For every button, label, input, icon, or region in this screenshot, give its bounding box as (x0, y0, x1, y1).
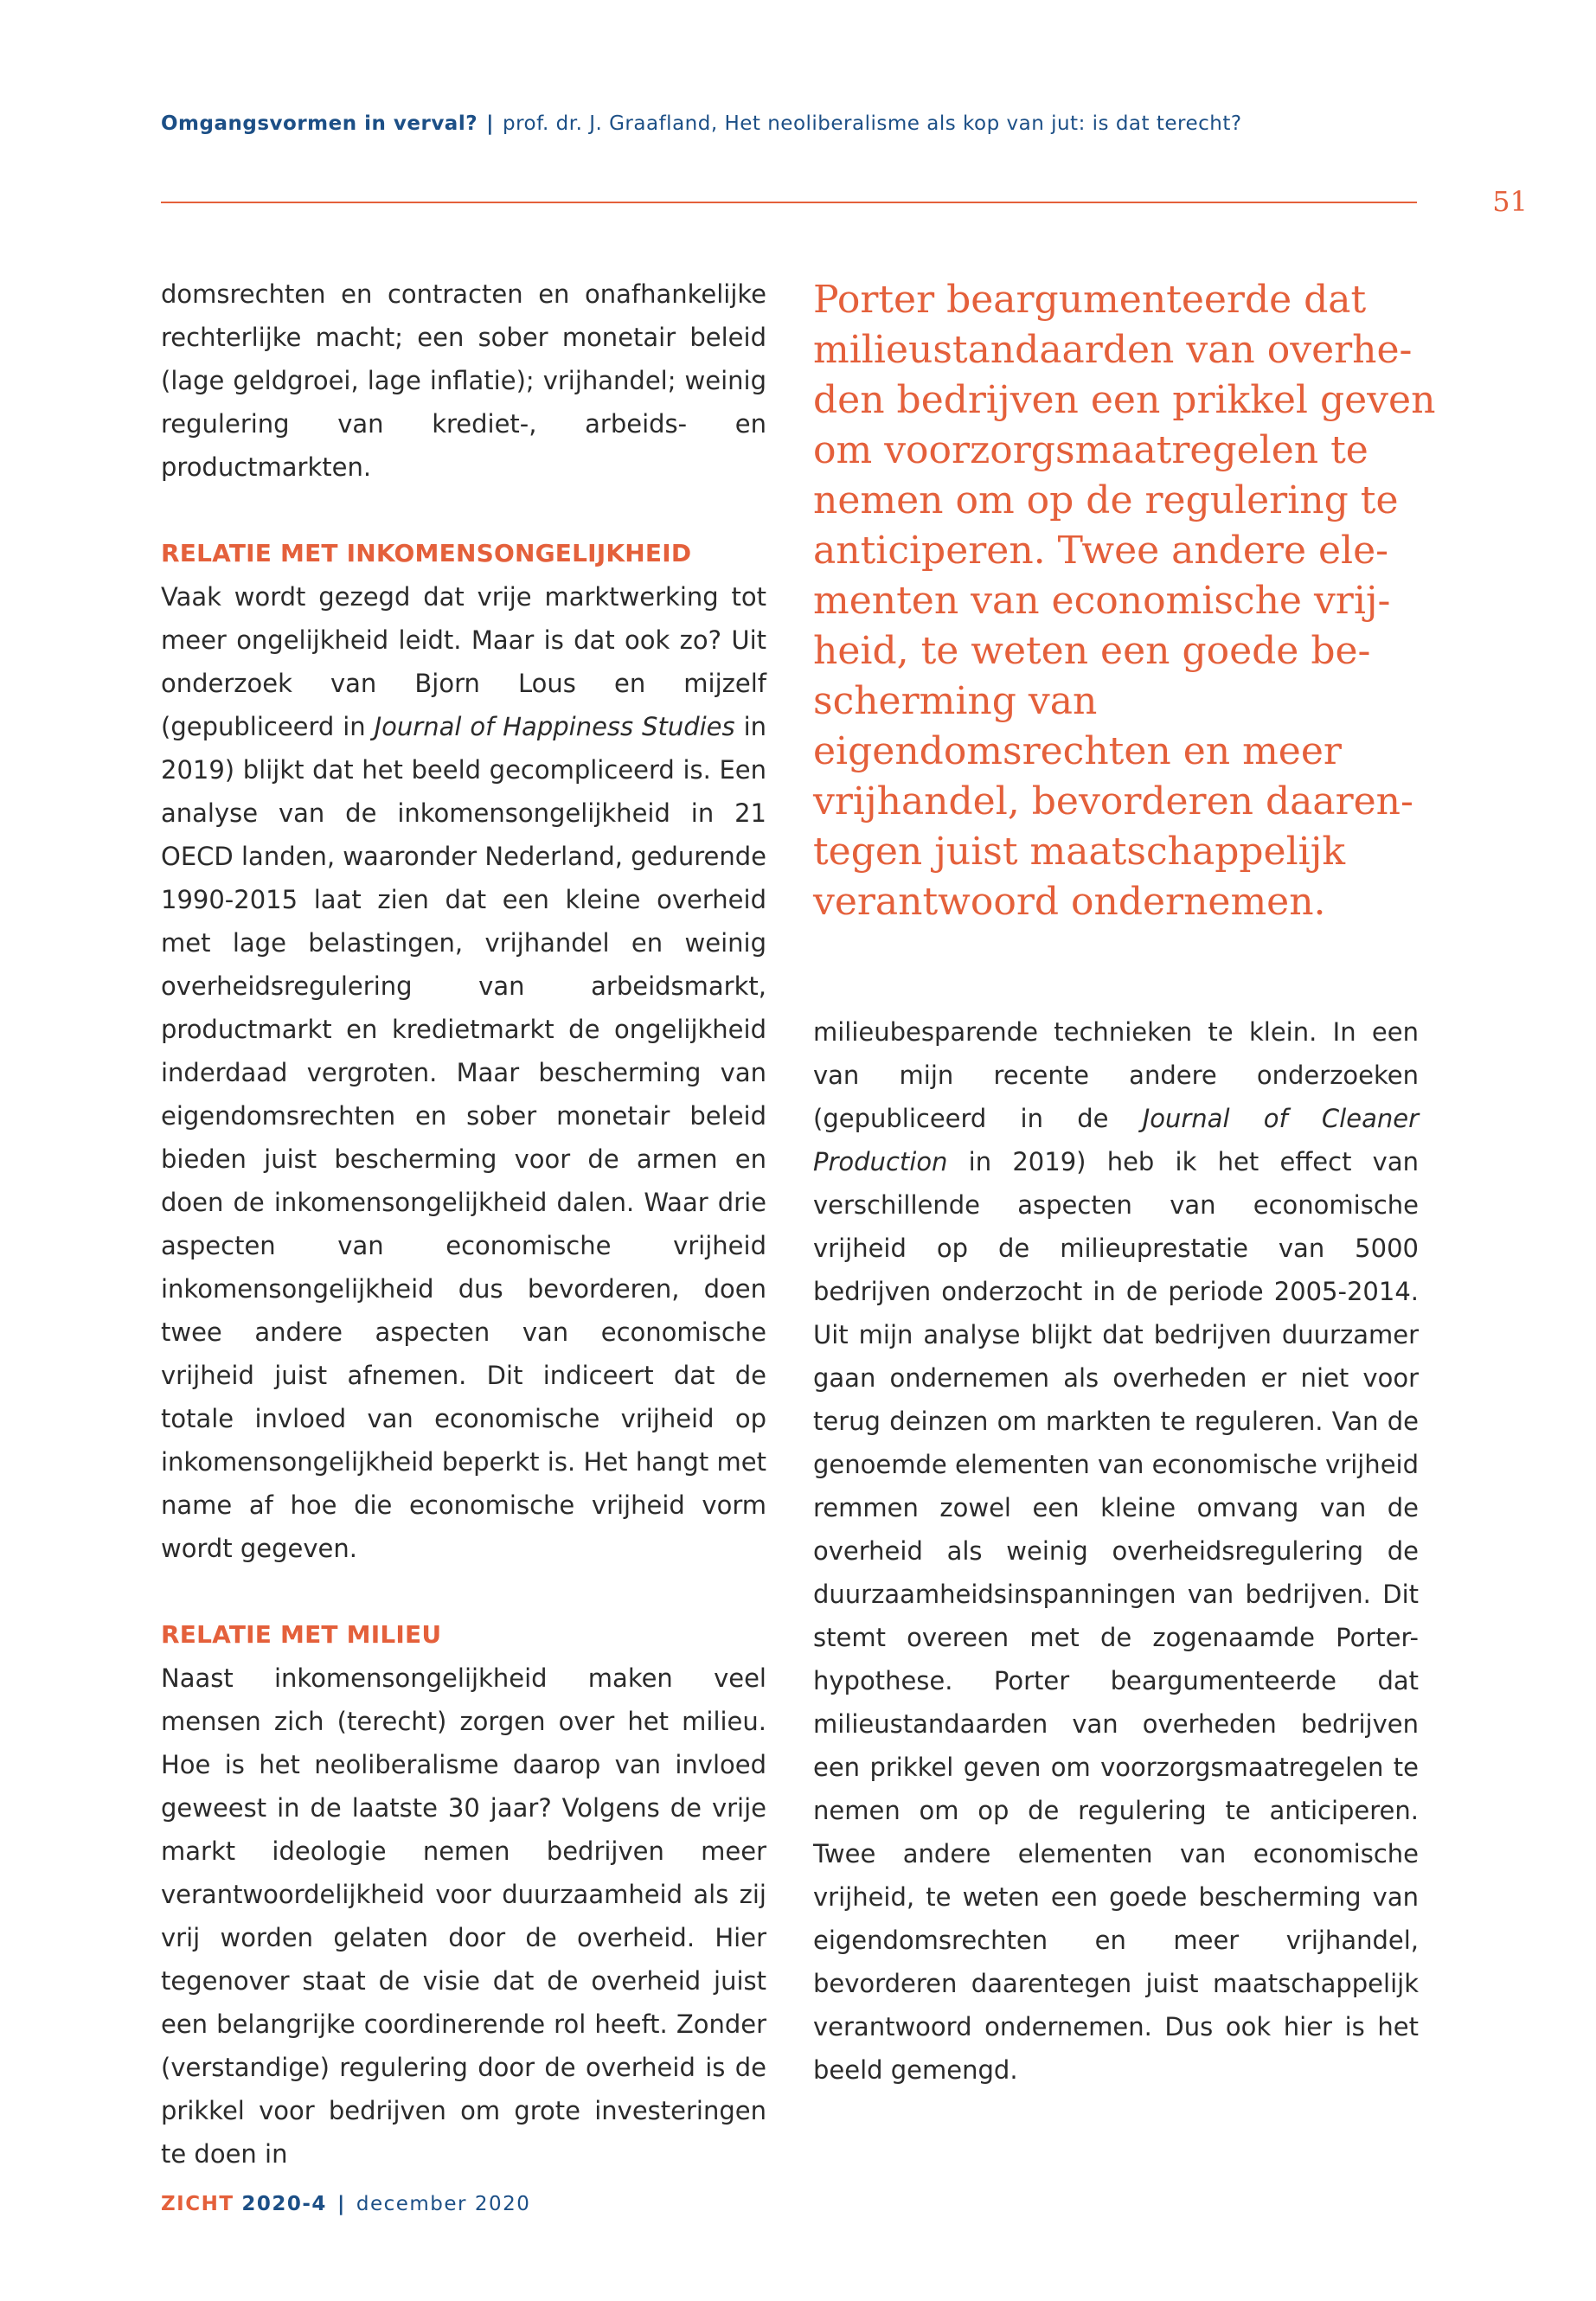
pull-quote-line: menten van economische vrij- (813, 579, 1391, 623)
footer-separator: | (337, 2193, 346, 2215)
intro-paragraph: domsrechten en contracten en onafhankelijke rechterlijke macht; een sober monetair beleid (lage geldgroei, lage inflatie); vrijhandel; weinig regulering van krediet-, arbeids- en productmarkten. (161, 279, 766, 482)
footer-date: december 2020 (356, 2193, 531, 2215)
header-rule (161, 202, 1417, 203)
pull-quote (813, 275, 1436, 927)
right-column (813, 1010, 1419, 2092)
pull-quote-line: den bedrijven een prikkel geven (813, 378, 1436, 422)
pull-quote-line: om voorzorgsmaatregelen te (813, 428, 1368, 472)
pull-quote-line: anticiperen. Twee andere ele- (813, 529, 1388, 573)
pull-quote-line: verantwoord ondernemen. (813, 880, 1326, 924)
left-column (161, 272, 766, 2176)
header-article-title: prof. dr. J. Graafland, Het neoliberalisme als kop van jut: is dat terecht? (502, 112, 1242, 135)
pull-quote-line: Porter beargumenteerde dat (813, 278, 1367, 322)
footer-issue: 2020-4 (241, 2193, 327, 2215)
pull-quote-line: eigendomsrechten en meer (813, 729, 1342, 773)
footer-brand: ZICHT (161, 2193, 234, 2215)
pull-quote-line: scherming van (813, 679, 1098, 723)
pull-quote-line: tegen juist maatschappelijk (813, 830, 1346, 874)
section-heading-inequality: RELATIE MET INKOMENSONGELIJKHEID (161, 539, 692, 567)
section-heading-environment: RELATIE MET MILIEU (161, 1620, 442, 1649)
pull-quote-line: milieustandaarden van overhe- (813, 328, 1413, 372)
running-header (161, 112, 1415, 135)
pull-quote-line: nemen om op de regulering te (813, 478, 1399, 522)
pull-quote-line: vrijhandel, bevorderen daaren- (813, 779, 1413, 824)
header-publication: Omgangsvormen in verval? (161, 112, 478, 135)
header-separator: | (486, 112, 494, 135)
pull-quote-line: heid, te weten een goede be- (813, 629, 1371, 673)
footer (161, 2193, 530, 2215)
journal-title: Journal of Cleaner Production (813, 1104, 1419, 1176)
inequality-paragraph: Vaak wordt gezegd dat vrije marktwerking tot meer ongelijkheid leidt. Maar is dat ook zo? Uit onderzoek van Bjorn Lous en mijzelf (gepubliceerd in Journal of Happiness Studies in 2019) blijkt dat het beeld gecompliceerd is. Een analyse van de inkomensongelijkheid in 21 OECD landen, waaronder Nederland, gedurende 1990-2015 laat zien dat een kleine overheid met lage belastingen, vrijhandel en weinig overheidsregulering van arbeidsmarkt, productmarkt en kredietmarkt de ongelijkheid inderdaad vergroten. Maar bescherming van eigendomsrechten en sober monetair beleid bieden juist bescherming voor de armen en doen de inkomensongelijkheid dalen. Waar drie aspecten van economische vrijheid inkomensongelijkheid dus bevorderen, doen twee andere aspecten van economische vrijheid juist afnemen. Dit indiceert dat de totale invloed van economische vrijheid op inkomensongelijkheid beperkt is. Het hangt met name af hoe die economische vrijheid vorm wordt gegeven. (161, 582, 767, 1563)
journal-title: Journal of Happiness Studies (374, 712, 735, 741)
environment-paragraph: Naast inkomensongelijkheid maken veel mensen zich (terecht) zorgen over het milieu. Hoe is het neoliberalisme daarop van invloed geweest in de laatste 30 jaar? Volgens de vrije markt ideologie nemen bedrijven meer verantwoordelijkheid voor duurzaamheid als zij vrij worden gelaten door de overheid. Hier tegenover staat de visie dat de overheid juist een belangrijke coordinerende rol heeft. Zonder (verstandige) regulering door de overheid is de prikkel voor bedrijven om grote investeringen te doen in (161, 1663, 766, 2169)
page-number: 51 (1492, 185, 1528, 218)
environment-paragraph-continued: milieubesparende technieken te klein. In een van mijn recente andere onderzoeken (gepubliceerd in de Journal of Cleaner Production in 2019) heb ik het effect van verschillende aspecten van economische vrijheid op de milieuprestatie van 5000 bedrijven onderzocht in de periode 2005-2014. Uit mijn analyse blijkt dat bedrijven duurzamer gaan ondernemen als overheden er niet voor terug deinzen om markten te reguleren. Van de genoemde elementen van economische vrijheid remmen zowel een kleine omvang van de overheid als weinig overheidsregulering de duurzaamheidsinspanningen van bedrijven. Dit stemt overeen met de zogenaamde Porter-hypothese. Porter beargumenteerde dat milieustandaarden van overheden bedrijven een prikkel geven om voorzorgsmaatregelen te nemen om op de regulering te anticiperen. Twee andere elementen van economische vrijheid, te weten een goede bescherming van eigendomsrechten en meer vrijhandel, bevorderen daarentegen juist maatschappelijk verantwoord ondernemen. Dus ook hier is het beeld gemengd. (813, 1017, 1419, 2085)
